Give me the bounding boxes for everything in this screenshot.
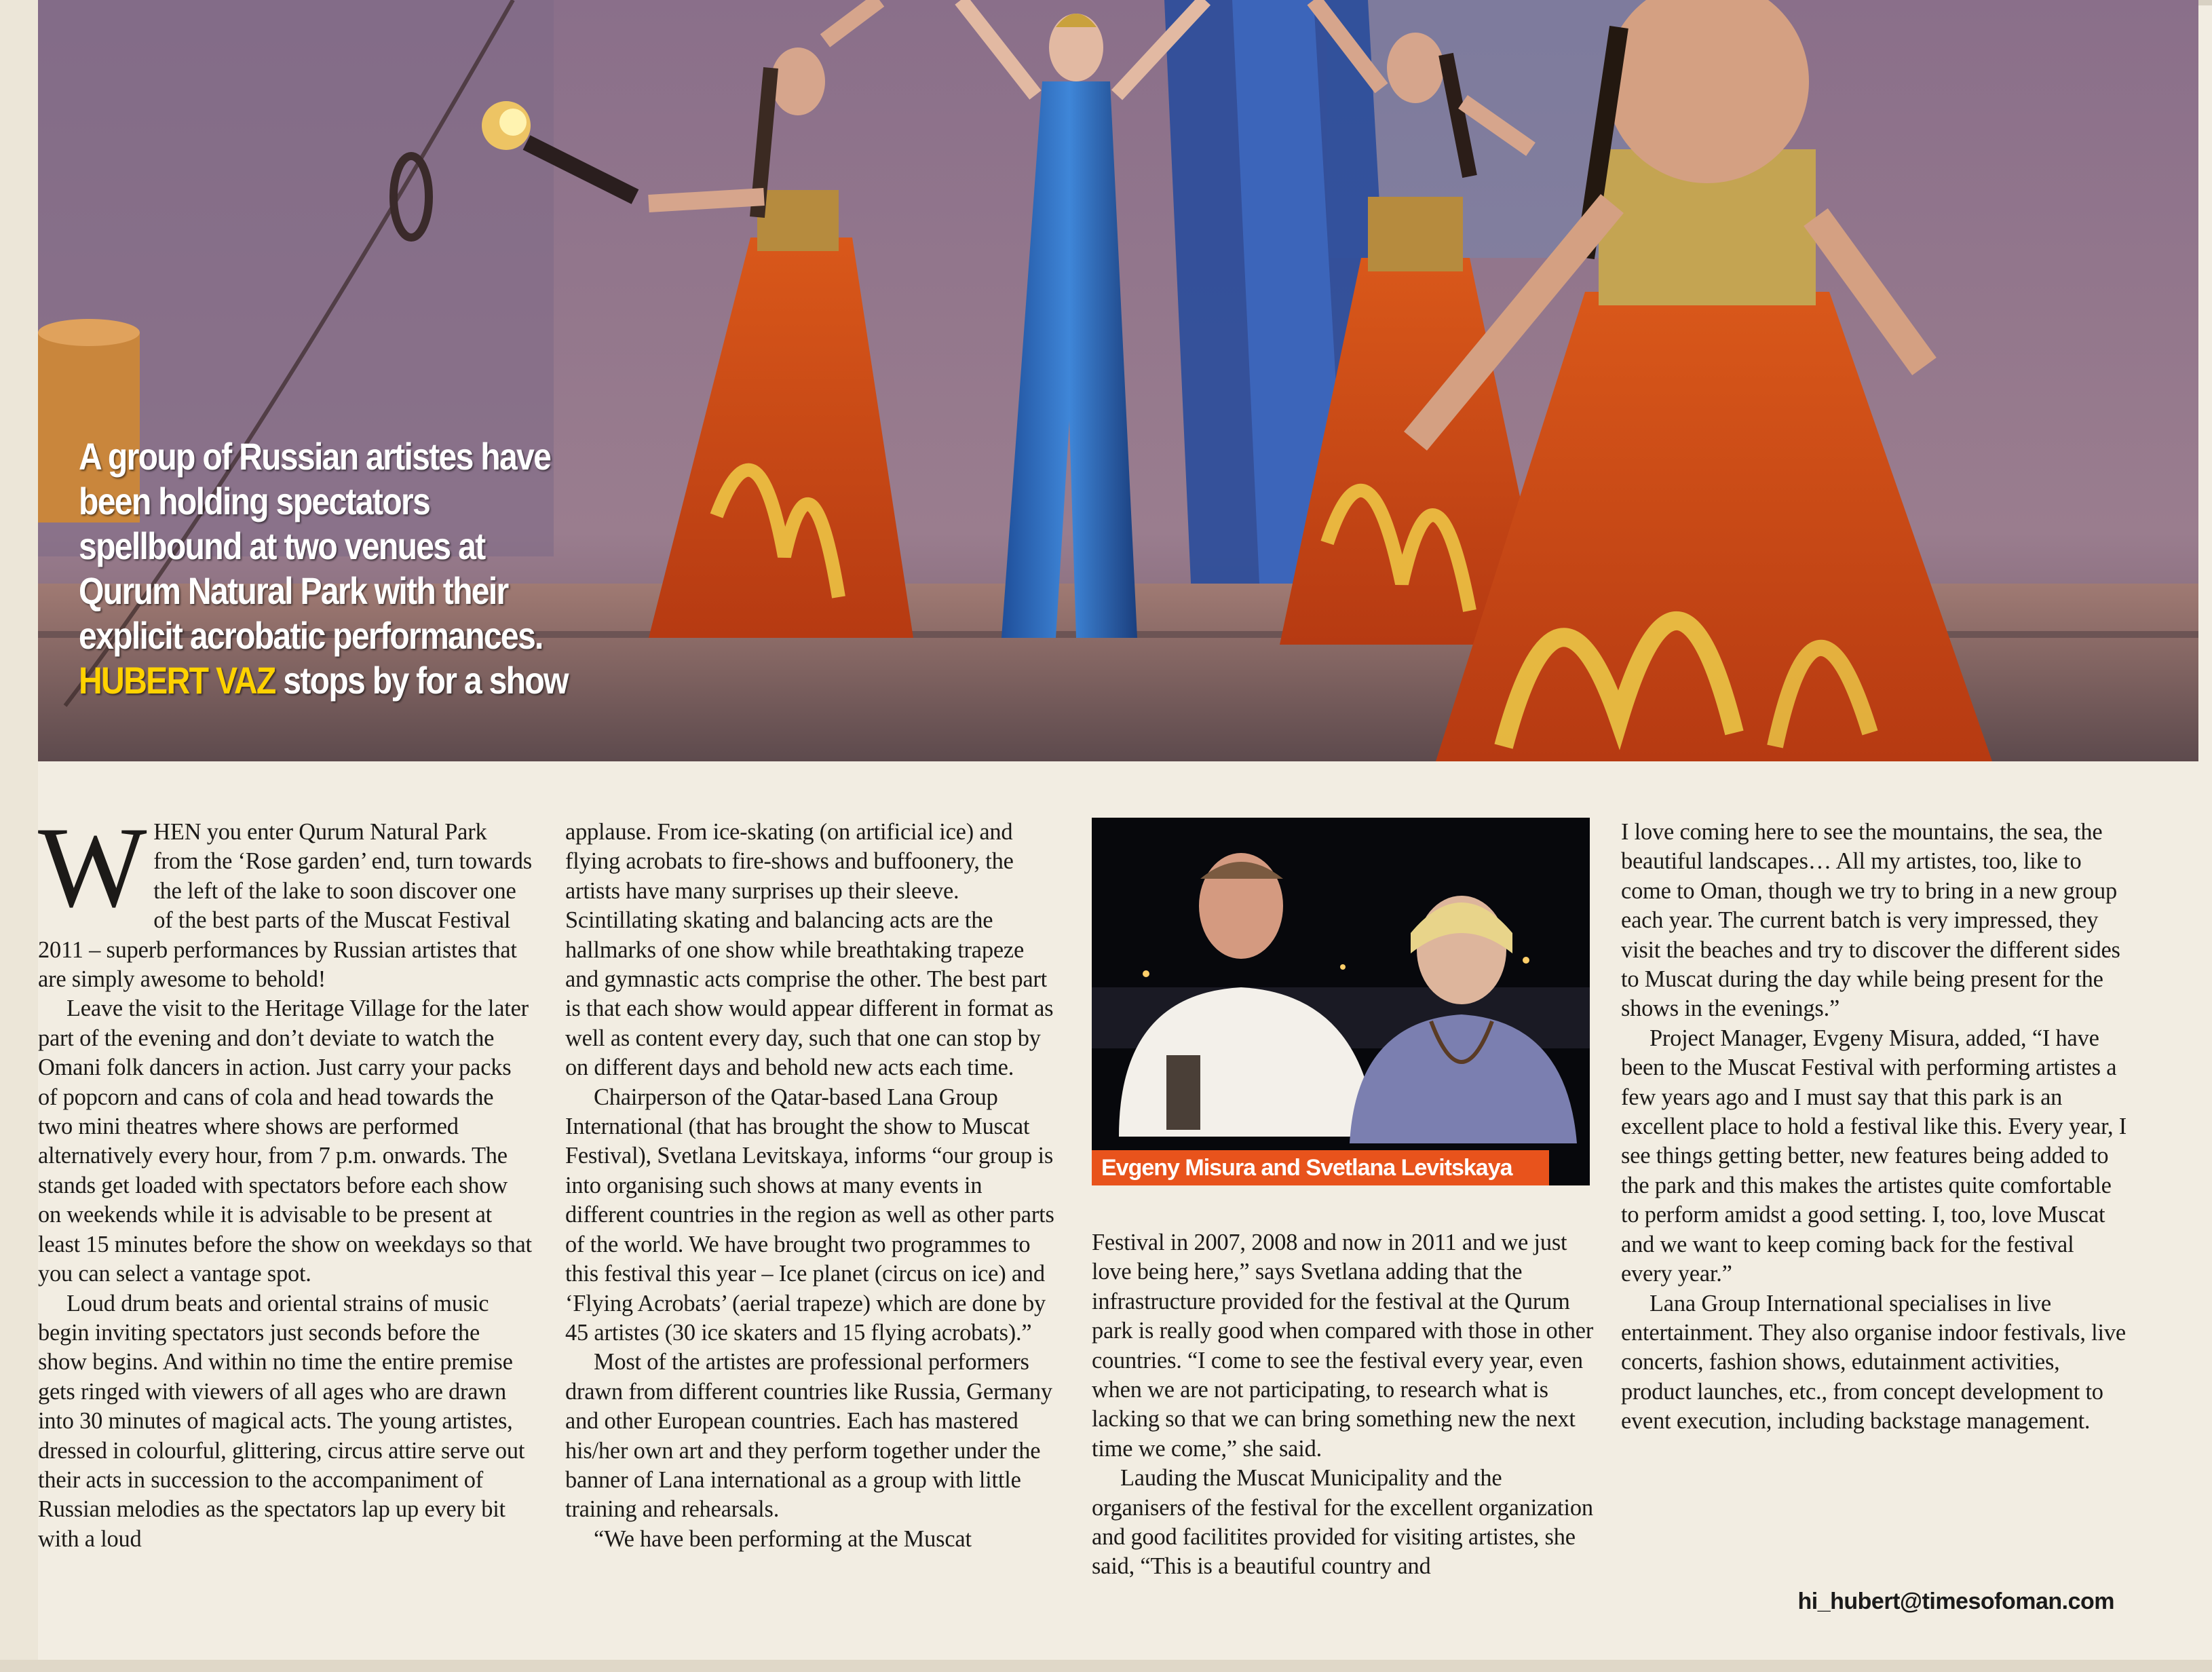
article-paragraph: “We have been performing at the Muscat (594, 1525, 972, 1552)
dropcap: W (38, 803, 147, 931)
article-paragraph: applause. From ice-skating (on artificial ice) and flying acrobats to fire-shows and buffoonery, the artists have many surprises up their sleeve. Scintillating skating and balancing acts are the hallmarks of one show while breathtaking trapeze and gymnastic acts comprise the other. The best part is that each show would appear different in format as well as content every day, such that one can stop by on different days and behold new acts each time. (565, 819, 1054, 1081)
article-paragraph: Chairperson of the Qatar-based Lana Group International (that has brought the show to Muscat Festival), Svetlana Levitskaya, informs “our group is into organising such shows at many events in different countries in the region as well as other parts of the world. We have brought two programmes to this festival this year – Ice planet (circus on ice) and ‘Flying Acrobats’ (aerial trapeze) which are done by 45 artistes (30 ice skaters and 15 flying acrobats).” (565, 1084, 1054, 1346)
portrait-photo (1092, 818, 1590, 1185)
article-paragraph: Project Manager, Evgeny Misura, added, “I have been to the Muscat Festival with performing artistes a few years ago and I must say that this park is an excellent place to hold a festival like this. Every year, I see things getting better, new features being added to the park and this makes the artistes quite comfortable to perform amidst a good setting. I, too, love Muscat and we want to keep coming back for the festival every year.” (1621, 1025, 2127, 1287)
article-paragraph: Festival in 2007, 2008 and now in 2011 and we just love being here,” says Svetlana adding that the infrastructure provided for the festival at the Qurum park is really good when compared with those in other countries. “I come to see the festival every year, even when we are not participating, to research what is lacking so that we can bring something new the next time we come,” she said. (1092, 1230, 1594, 1462)
article-paragraph: Most of the artistes are professional performers drawn from different countries like Russia, Germany and other European countries. Each has mastered his/her own art and they perform together under the banner of Lana international as a group with little training and rehearsals. (565, 1349, 1052, 1523)
hero-photo (38, 0, 2198, 761)
paragraph-text: HEN you enter Qurum Natural Park from the ‘Rose garden’ end, turn towards the left of the lake to soon discover one of the best parts of the Muscat Festival 2011 – superb performances by Russian artistes that are simply awesome to behold! (38, 819, 532, 993)
article-paragraph: Leave the visit to the Heritage Village for the later part of the evening and don’t deviate to watch the Omani folk dancers in action. Just carry your packs of popcorn and cans of cola and head towards the two mini theatres where shows are performed alternatively every hour, from 7 p.m. onwards. The stands get loaded with spectators before each show on weekends while it is advisable to be present at least 15 minutes before the show on weekdays so that you can select a vantage spot. (38, 995, 532, 1287)
hero-caption (79, 434, 581, 703)
article-column-3 (1092, 1228, 1594, 1582)
portrait-illustration (1092, 818, 1590, 1185)
article-paragraph (38, 803, 533, 994)
article-column-1 (38, 803, 533, 1554)
byline-name: HUBERT VAZ (79, 659, 275, 702)
article-column-2 (565, 818, 1061, 1554)
author-email: hi_hubert@timesofoman.com (1797, 1589, 2114, 1614)
scan-edge-bottom (0, 1660, 2212, 1672)
scan-edge-left (0, 0, 38, 1672)
article-column-4 (1621, 818, 2130, 1437)
article-paragraph: Loud drum beats and oriental strains of music begin inviting spectators just seconds before the show begins. And within no time the entire premise gets ringed with viewers of all ages who are drawn into 30 minutes of magical acts. The young artistes, dressed in colourful, glittering, circus attire serve out their acts in succession to the accompaniment of Russian melodies as the spectators lap up every bit with a loud (38, 1290, 525, 1552)
article-paragraph: Lauding the Muscat Municipality and the organisers of the festival for the excellent organization and good facilitites provided for visiting artistes, she said, “This is a beautiful country and (1092, 1465, 1593, 1580)
article-paragraph: I love coming here to see the mountains, the sea, the beautiful landscapes… All my artistes, too, like to come to Oman, though we try to bring in a new group each year. The current batch is very impressed, they visit the beaches and try to discover the different sides to Muscat during the day while being present for the shows in the evenings.” (1621, 819, 2120, 1022)
photo-caption: Evgeny Misura and Svetlana Levitskaya (1092, 1150, 1549, 1185)
byline-rest: stops by for a show (275, 659, 568, 702)
hero-caption-text: A group of Russian artistes have been holding spectators spellbound at two venues at Qurum Natural Park with their explicit acrobatic performances. (79, 435, 551, 657)
article-paragraph: Lana Group International specialises in live entertainment. They also organise indoor festivals, live concerts, fashion shows, edutainment activities, product launches, etc., from concept development to event execution, including backstage management. (1621, 1290, 2126, 1434)
